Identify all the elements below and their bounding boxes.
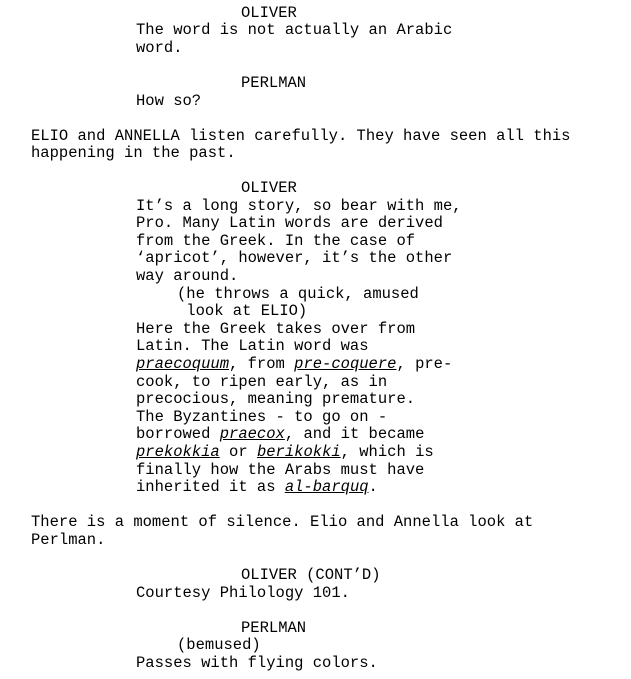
dialogue-line: Here the Greek takes over from [136, 320, 416, 338]
dialogue-text: inherited it as [136, 478, 285, 496]
character-name: OLIVER [241, 179, 297, 197]
parenthetical-line: (bemused) [177, 636, 261, 654]
latin-term: pre-coquere [294, 355, 397, 373]
action-line: There is a moment of silence. Elio and Annella look at [31, 513, 534, 531]
character-name: OLIVER [241, 4, 297, 22]
dialogue-line: word. [136, 39, 183, 57]
dialogue-text: . [368, 478, 378, 496]
character-name: OLIVER (CONT’D) [241, 566, 381, 584]
character-name: PERLMAN [241, 74, 307, 92]
dialogue-line: It’s a long story, so bear with me, [136, 197, 462, 215]
dialogue-text: , from [229, 355, 295, 373]
dialogue-line: Courtesy Philology 101. [136, 584, 350, 602]
dialogue-line [136, 444, 434, 462]
dialogue-line: The word is not actually an Arabic [136, 21, 453, 39]
greek-term: berikokki [256, 443, 341, 461]
dialogue-line: way around. [136, 267, 239, 285]
latin-term: praecoquum [136, 355, 230, 373]
parenthetical-line: (he throws a quick, amused [177, 285, 419, 303]
dialogue-line: How so? [136, 92, 202, 110]
dialogue-text: , which is [340, 443, 434, 461]
dialogue-line: from the Greek. In the case of [136, 232, 416, 250]
parenthetical-line: look at ELIO) [177, 302, 308, 320]
dialogue-line: Latin. The Latin word was [136, 337, 369, 355]
latin-term: praecox [219, 425, 285, 443]
arabic-term: al-barquq [284, 478, 369, 496]
dialogue-line: The Byzantines - to go on - [136, 408, 388, 426]
dialogue-text: borrowed [136, 425, 220, 443]
dialogue-line [136, 479, 378, 497]
dialogue-line: Passes with flying colors. [136, 654, 378, 672]
action-line: Perlman. [31, 531, 106, 549]
action-line: ELIO and ANNELLA listen carefully. They have seen all this [31, 127, 571, 145]
greek-term: prekokkia [136, 443, 220, 461]
character-name: PERLMAN [241, 619, 307, 637]
action-line: happening in the past. [31, 144, 236, 162]
dialogue-line [136, 426, 424, 444]
dialogue-text: , pre- [396, 355, 453, 373]
dialogue-text: or [219, 443, 257, 461]
dialogue-text: , and it became [284, 425, 425, 443]
dialogue-line: ‘apricot’, however, it’s the other [136, 249, 453, 267]
dialogue-line: precocious, meaning premature. [136, 390, 416, 408]
dialogue-line: cook, to ripen early, as in [136, 373, 388, 391]
dialogue-line: finally how the Arabs must have [136, 461, 425, 479]
dialogue-line [136, 356, 452, 374]
dialogue-line: Pro. Many Latin words are derived [136, 214, 443, 232]
